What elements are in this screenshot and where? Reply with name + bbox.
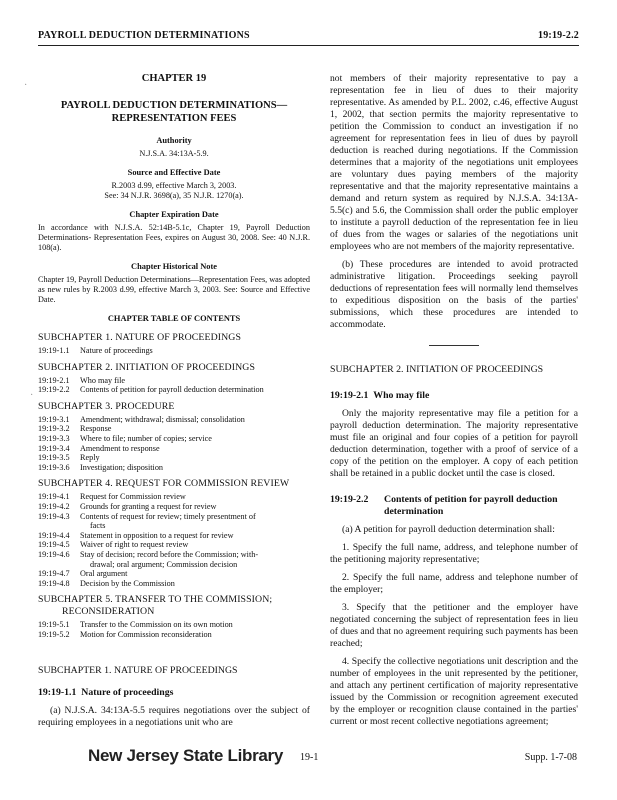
authority-heading: Authority — [156, 136, 192, 145]
toc-entry-title: Decision by the Commission — [80, 578, 175, 588]
toc-entry-title-line: Stay of decision; record before the Commission; with- — [80, 549, 259, 559]
section-2-2-item-1: 1. Specify the full name, address, and telephone number of the petitioning majority representative; — [330, 542, 578, 565]
toc-entry-title: Transfer to the Commission on its own motion — [80, 620, 233, 630]
toc-subchapter-4: SUBCHAPTER 4. REQUEST FOR COMMISSION REVIEW — [38, 478, 290, 490]
authority-text: N.J.S.A. 34:13A-5.9. — [139, 149, 209, 158]
toc-entry-number: 19:19-4.6 — [38, 549, 70, 559]
toc-entry — [38, 385, 310, 395]
toc-entry-number: 19:19-3.2 — [38, 424, 70, 434]
toc-entry — [38, 579, 310, 589]
toc-subchapter-2: SUBCHAPTER 2. INITIATION OF PROCEEDINGS — [38, 361, 255, 373]
running-header — [38, 30, 579, 44]
toc-entry — [38, 415, 310, 425]
header-rule — [38, 45, 579, 46]
toc-entry-number: 19:19-4.5 — [38, 540, 70, 550]
toc-entry-title-cont: drawal; oral argument; Commission decision — [90, 559, 238, 569]
toc-entry — [38, 620, 310, 630]
source-heading: Source and Effective Date — [127, 168, 221, 177]
toc-entry-title: Nature of proceedings — [80, 346, 153, 355]
toc-entry — [38, 463, 310, 473]
toc-entry-title: Statement in opposition to a request for review — [80, 530, 234, 540]
toc-entry-title: Amendment; withdrawal; dismissal; consolidation — [80, 414, 245, 424]
toc-subchapter-3: SUBCHAPTER 3. PROCEDURE — [38, 400, 175, 412]
section-number: 19:19-2.1 — [330, 390, 369, 401]
toc-entry-title-cont: facts — [90, 521, 106, 531]
toc-entry — [38, 424, 310, 434]
section-2-1-paragraph: Only the majority representative may file a petition for a payroll deduction determination. The majority representative must file an original and four copies of a petition for payroll deduction determination, together with a proof of service of a copy of the petition on the employer. A copy of each petition shall be retained in a public docket until the case is closed. — [330, 408, 578, 479]
toc-entry — [38, 550, 310, 569]
toc-subchapter-1: SUBCHAPTER 1. NATURE OF PROCEEDINGS — [38, 332, 242, 343]
section-number: 19:19-2.2 — [330, 494, 369, 505]
toc-entry-number: 19:19-5.2 — [38, 629, 70, 639]
section-title-line2: determination — [384, 506, 444, 517]
section-19-19-1-1-heading — [38, 687, 310, 699]
section-number: 19:19-1.1 — [38, 687, 77, 699]
chapter-title-line1: PAYROLL DEDUCTION DETERMINATIONS— — [60, 100, 288, 111]
scan-artifact-mark: · — [24, 80, 28, 91]
section-2-2-paragraph-a: (a) A petition for payroll deduction determination shall: — [342, 524, 555, 535]
toc-entry — [38, 531, 310, 541]
toc-entry-title: Where to file; number of copies; service — [80, 433, 212, 443]
library-logo: New Jersey State Library — [88, 746, 284, 765]
section-19-19-2-2-heading — [330, 494, 578, 518]
toc-entry-number: 19:19-5.1 — [38, 620, 70, 630]
toc-entry-title: Grounds for granting a request for review — [80, 501, 217, 511]
left-column — [38, 73, 310, 735]
toc-entry-number: 19:19-4.8 — [38, 578, 70, 588]
toc-entry-number: 19:19-3.6 — [38, 462, 70, 472]
expiration-text: In accordance with N.J.S.A. 52:14B-5.1c, Chapter 19, Payroll Deduction Determinations- Representation Fees, expires on August 30, 2008. See: 40 N.J.R. 108(a). — [38, 223, 310, 252]
section-2-2-item-4: 4. Specify the collective negotiations unit description and the number of employees in the unit represented by the petitioner, and attach any pertinent certification of majority representative issued by the Commission or recognition agreement executed by the employer or recognition clause contained in the parties' current or most recent collective negotiations agreement; — [330, 656, 578, 727]
toc-entry-number: 19:19-2.1 — [38, 375, 70, 385]
section-1-1-paragraph-a: (a) N.J.S.A. 34:13A-5.5 requires negotiations over the subject of requiring employees in a negotiations unit who are — [38, 705, 310, 729]
section-19-19-2-1-heading — [330, 390, 578, 402]
toc-entry-title: Investigation; disposition — [80, 462, 164, 472]
toc-entry — [38, 453, 310, 463]
toc-entry-title-line: Contents of request for review; timely presentment of — [80, 511, 256, 521]
chapter-title — [38, 99, 310, 125]
toc-entry-number: 19:19-3.4 — [38, 443, 70, 453]
section-1-1-paragraph-b: (b) These procedures are intended to avoid protracted administrative litigation. Proceedings seeking payroll deductions of representation fees will normally lend themselves to expeditious disposition on the basis of the parties' submissions, which these procedures are intended to accommodate. — [330, 259, 578, 330]
chapter-number: CHAPTER 19 — [141, 73, 207, 84]
toc-entry-number: 19:19-3.3 — [38, 433, 70, 443]
toc-entry-number: 19:19-4.1 — [38, 492, 70, 502]
running-header-title: PAYROLL DEDUCTION DETERMINATIONS — [38, 30, 250, 41]
toc-entry-title: Oral argument — [80, 569, 128, 579]
toc-entry-title: Contents of petition for payroll deduction determination — [80, 385, 264, 395]
subchapter-1-heading: SUBCHAPTER 1. NATURE OF PROCEEDINGS — [38, 665, 238, 677]
toc-entry-number: 19:19-1.1 — [38, 346, 70, 355]
toc-entry-title: Request for Commission review — [80, 492, 186, 502]
toc-entry-number: 19:19-4.2 — [38, 501, 70, 511]
toc-entry — [38, 434, 310, 444]
section-title — [384, 494, 558, 518]
toc-entry-number: 19:19-3.5 — [38, 453, 70, 463]
historical-note-text: Chapter 19, Payroll Deduction Determinations—Representation Fees, was adopted as new rules by R.2003 d.99, effective March 3, 2003. See: Source and Effective Date. — [38, 275, 310, 304]
right-column — [330, 73, 578, 734]
section-2-2-item-2: 2. Specify the full name, address and telephone number of the employer; — [330, 572, 578, 595]
toc-entry-number: 19:19-4.7 — [38, 569, 70, 579]
toc-entry-title — [80, 512, 310, 531]
source-line1: R.2003 d.99, effective March 3, 2003. — [111, 181, 237, 190]
section-1-1-paragraph-a-cont: not members of their majority representative to pay a representation fee in lieu of dues to their majority representative. As amended by P.L. 2002, c.46, effective August 1, 2002, that section permits the majority representative to petition the Commission to conduct an investigation if no agreement for representation fees in lieu of dues by payroll deduction is reached during negotiations. If the Commission determines that a majority of the negotiations unit employees are voluntary dues paying members of the majority representative and that the majority representative maintains a demand and return system as required by N.J.S.A. 34:13A-5.5(c) and 5.6, the Commission shall order the public employer to institute a payroll deduction of the representation fee in lieu of dues from the wages or salaries of the negotiations unit employees who are not members of the majority representative. — [330, 73, 578, 252]
toc-entry-title: Reply — [80, 453, 100, 463]
expiration-heading: Chapter Expiration Date — [129, 210, 219, 219]
toc-entry-number: 19:19-2.2 — [38, 385, 70, 395]
scan-artifact-mark: · — [30, 390, 34, 401]
section-title: Who may file — [373, 390, 430, 401]
section-separator — [429, 345, 479, 346]
toc-entry — [38, 502, 310, 512]
historical-note-heading: Chapter Historical Note — [131, 262, 217, 271]
toc-entry-title — [80, 550, 310, 569]
toc-entry-number: 19:19-4.3 — [38, 511, 70, 521]
toc-entry-title: Waiver of right to request review — [80, 540, 189, 550]
section-2-2-item-3: 3. Specify that the petitioner and the employer have negotiated concerning the subject of representation fees in lieu of dues and that no agreement requiring such payments has been reached; — [330, 602, 578, 649]
toc-entry-number: 19:19-4.4 — [38, 530, 70, 540]
section-title-line1: Contents of petition for payroll deduction — [384, 494, 558, 505]
toc-subchapter-5: SUBCHAPTER 5. TRANSFER TO THE COMMISSION; — [38, 594, 273, 606]
supplement-date: Supp. 1-7-08 — [524, 752, 577, 763]
page-number: 19-1 — [300, 752, 319, 763]
toc-entry-title: Amendment to response — [80, 443, 160, 453]
chapter-title-line2: REPRESENTATION FEES — [111, 113, 237, 124]
toc-entry-title: Response — [80, 424, 112, 434]
toc-entry-title: Who may file — [80, 375, 126, 385]
toc-entry-number: 19:19-3.1 — [38, 414, 70, 424]
toc-entry-title: Motion for Commission reconsideration — [80, 629, 212, 639]
toc-heading: CHAPTER TABLE OF CONTENTS — [107, 314, 241, 323]
subchapter-2-heading: SUBCHAPTER 2. INITIATION OF PROCEEDINGS — [330, 364, 544, 375]
source-line2: See: 34 N.J.R. 3698(a), 35 N.J.R. 1270(a). — [104, 191, 244, 200]
section-title: Nature of proceedings — [81, 687, 174, 699]
running-header-section: 19:19-2.2 — [538, 30, 579, 41]
toc-entry — [38, 376, 310, 386]
toc-entry — [38, 540, 310, 550]
toc-subchapter-5-cont: RECONSIDERATION — [62, 606, 155, 618]
toc-entry — [38, 346, 310, 356]
toc-entry — [38, 630, 310, 640]
toc-entry — [38, 569, 310, 579]
toc-entry — [38, 512, 310, 531]
toc-entry — [38, 444, 310, 454]
toc-entry — [38, 492, 310, 502]
